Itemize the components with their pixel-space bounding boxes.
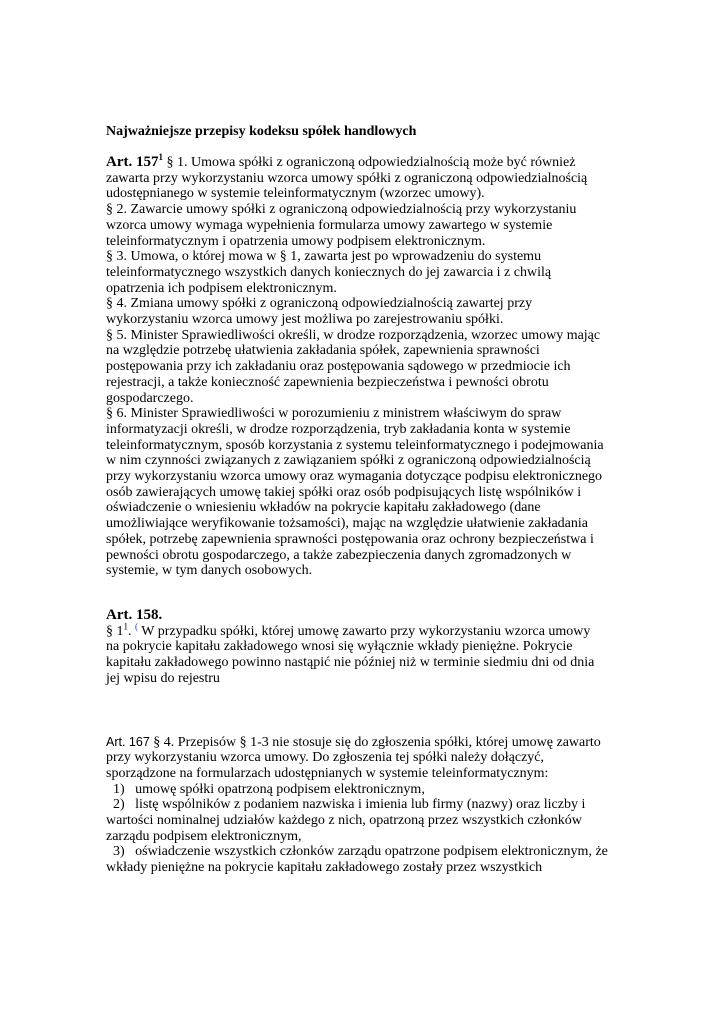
page-title: Najważniejsze przepisy kodeksu spółek handlowych	[106, 124, 417, 139]
article-157-text-line: gospodarczego.	[106, 390, 194, 406]
article-157-text-line: systemie, w tym danych osobowych.	[106, 563, 313, 579]
article-157-text-line: umożliwiające weryfikowanie tożsamości), mając na względzie ułatwienie zakładania	[106, 516, 589, 532]
article-157-text-line: § 6. Minister Sprawiedliwości w porozumieniu z ministrem właściwym do spraw	[106, 406, 562, 422]
article-167-list-item: 1) umowę spółki opatrzoną podpisem elektronicznym,	[106, 781, 425, 797]
article-167-text-line: wkłady pieniężne na pokrycie kapitału zakładowego zostały przez wszystkich	[106, 860, 543, 876]
article-157-text-line: § 1. Umowa spółki z ograniczoną odpowiedzialnością może być również	[163, 155, 576, 170]
document-page	[106, 124, 626, 876]
article-167-heading: Art. 167	[106, 734, 150, 749]
article-157-text-line: rejestracji, a także konieczność zapewnienia bezpieczeństwa i pewności obrotu	[106, 374, 549, 390]
article-167-text-line: przy wykorzystaniu wzorca umowy. Do zgłoszenia tej spółki należy dołączyć,	[106, 750, 544, 766]
article-158-heading: Art. 158.	[106, 606, 163, 623]
article-157-text-line: teleinformatycznego wszystkich danych koniecznych do jej zawarcia i z chwilą	[106, 264, 552, 280]
article-157-text-line: teleinformatycznym i opatrzenia umowy podpisem elektronicznym.	[106, 233, 486, 249]
article-157-text-line: postępowania przy ich zakładaniu oraz postępowania sądowego w przedmiocie ich	[106, 359, 571, 375]
article-158-text-line: jej wpisu do rejestru	[106, 670, 220, 686]
article-157-heading: Art. $157^1$	[106, 152, 163, 170]
article-157-text-line: wykorzystaniu wzorca umowy jest możliwa po zarejestrowaniu spółki.	[106, 312, 504, 328]
article-157-text-line: osób zawierających umowę takiej spółki oraz osób podpisujących listę wspólników i	[106, 484, 582, 500]
article-157-text-line: pewności obrotu gospodarczego, a także zabezpieczenia danych zgromadzonych w	[106, 547, 572, 563]
article-157-1	[106, 152, 626, 579]
article-167-first-line: Art. 167 § 4. Przepisów § 1-3 nie stosuje się do zgłoszenia spółki, której umowę zawarto	[106, 734, 601, 750]
article-158-text-line: kapitału zakładowego powinno nastąpić nie później niż w terminie siedmiu dni od dnia	[106, 655, 595, 671]
article-157-text-line: § 2. Zawarcie umowy spółki z ograniczoną odpowiedzialnością przy wykorzystaniu	[106, 202, 577, 218]
article-157-text-line: w nim czynności związanych z zawiązaniem spółki z ograniczoną odpowiedzialnością	[106, 453, 591, 469]
article-157-text-line: § 5. Minister Sprawiedliwości określi, w drodze rozporządzenia, wzorzec umowy mając	[106, 327, 601, 343]
article-157-text-line: § 4. Zmiana umowy spółki z ograniczoną odpowiedzialnością zawartej przy	[106, 296, 533, 312]
footnote-link[interactable]: (	[135, 621, 138, 632]
article-158-text-line: na pokrycie kapitału zakładowego wnosi się wyłącznie wkłady pieniężne. Pokrycie	[106, 639, 573, 655]
article-157-text-line: teleinformatycznym, sposób korzystania z systemu teleinformatycznego i podejmowania	[106, 437, 604, 453]
article-157-text-line: zawarta przy wykorzystaniu wzorca umowy spółki z ograniczoną odpowiedzialnością	[106, 170, 588, 186]
article-167-list-item: 3) oświadczenie wszystkich członków zarządu opatrzone podpisem elektronicznym, że	[106, 844, 608, 860]
article-157-first-line	[106, 152, 626, 171]
article-167-list-item: 2) listę wspólników z podaniem nazwiska i imienia lub firmy (nazwy) oraz liczby i	[106, 797, 586, 813]
article-157-text-line: § 3. Umowa, o której mowa w § 1, zawarta jest po wprowadzeniu do systemu	[106, 249, 542, 265]
article-157-text-line: udostępnianego w systemie teleinformatycznym (wzorzec umowy).	[106, 186, 485, 202]
article-167-text-line: zarządu podpisem elektronicznym,	[106, 828, 302, 844]
article-157-text-line: wzorca umowy wymaga wypełnienia formularza umowy zawartego w systemie	[106, 217, 553, 233]
article-157-text-line: opatrzenia ich podpisem elektronicznym.	[106, 280, 337, 296]
article-167-text-line: wartości nominalnej udziałów każdego z nich, opatrzoną przez wszystkich członków	[106, 813, 582, 829]
article-157-text-line: spółek, potrzebę zapewnienia sprawności postępowania oraz ochrony bezpieczeństwa i	[106, 531, 594, 547]
article-167-text-line: sporządzone na formularzach udostępnianych w systemie teleinformatycznym:	[106, 765, 549, 781]
article-157-text-line: informatyzacji określi, w drodze rozporządzenia, tryb zakładania konta w systemie	[106, 421, 571, 437]
article-158	[106, 608, 626, 687]
article-157-text-line: na względzie potrzebę ułatwienia zakładania spółek, zapewnienia sprawności	[106, 343, 540, 359]
article-157-text-line: oświadczenie o wniesieniu wkładów na pokrycie kapitału zakładowego (dane	[106, 500, 541, 516]
article-158-first-line: § $1^1$. ( W przypadku spółki, której umowę zawarto przy wykorzystaniu wzorca umowy	[106, 621, 591, 639]
article-157-text-line: przy wykorzystaniu wzorca umowy oraz wymagania dotyczące podpisu elektronicznego	[106, 469, 603, 485]
article-167	[106, 735, 626, 876]
